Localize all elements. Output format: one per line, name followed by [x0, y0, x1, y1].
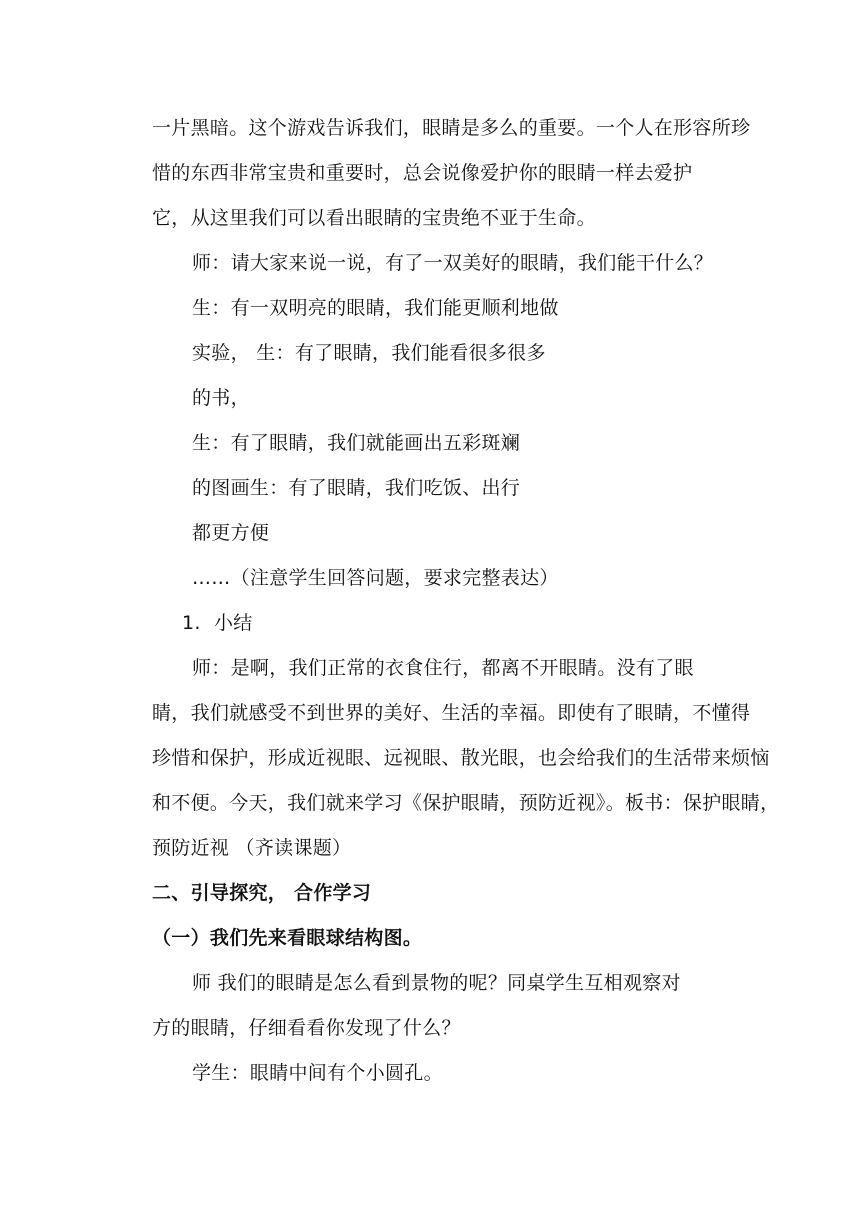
summary-number: 1. [182, 612, 201, 634]
subsection-heading: （一）我们先来看眼球结构图。 [152, 927, 423, 949]
closing-line-3: 学生：眼睛中间有个小圆孔。 [192, 1062, 443, 1084]
section-heading: 二、引导探究， 合作学习 [152, 882, 372, 904]
dialogue-line-4: 的书， [192, 387, 250, 409]
summary-label: 小结 [214, 612, 253, 634]
summary-line-1: 师：是啊，我们正常的衣食住行，都离不开眼睛。没有了眼 [192, 657, 694, 679]
summary-line-3: 珍惜和保护，形成近视眼、远视眼、散光眼，也会给我们的生活带来烦恼 [152, 747, 770, 769]
closing-line-2: 方的眼睛，仔细看看你发现了什么？ [152, 1017, 461, 1039]
summary-line-5: 预防近视 （齐读课题） [152, 837, 352, 859]
summary-line-2: 睛，我们就感受不到世界的美好、生活的幸福。即使有了眼睛，不懂得 [152, 702, 751, 724]
closing-line-1: 师 我们的眼睛是怎么看到景物的呢？同桌学生互相观察对 [192, 972, 681, 994]
dialogue-line-5: 生：有了眼睛，我们就能画出五彩斑斓 [192, 432, 521, 454]
summary-line-4: 和不便。今天，我们就来学习《保护眼睛，预防近视》。板书：保护眼睛， [152, 792, 780, 814]
intro-line-3: 它，从这里我们可以看出眼睛的宝贵绝不亚于生命。 [152, 207, 596, 229]
dialogue-line-7: 都更方便 [192, 522, 270, 544]
dialogue-line-2: 生：有一双明亮的眼睛，我们能更顺利地做 [192, 297, 559, 319]
dialogue-line-8: ……（注意学生回答问题，要求完整表达） [192, 567, 559, 589]
dialogue-line-3: 实验， 生：有了眼睛，我们能看很多很多 [192, 342, 546, 364]
dialogue-line-1: 师：请大家来说一说，有了一双美好的眼睛，我们能干什么？ [192, 252, 714, 274]
intro-line-1: 一片黑暗。这个游戏告诉我们，眼睛是多么的重要。一个人在形容所珍 [152, 117, 751, 139]
intro-line-2: 惜的东西非常宝贵和重要时，总会说像爱护你的眼睛一样去爱护 [152, 162, 693, 184]
dialogue-line-6: 的图画生：有了眼睛，我们吃饭、出行 [192, 477, 521, 499]
